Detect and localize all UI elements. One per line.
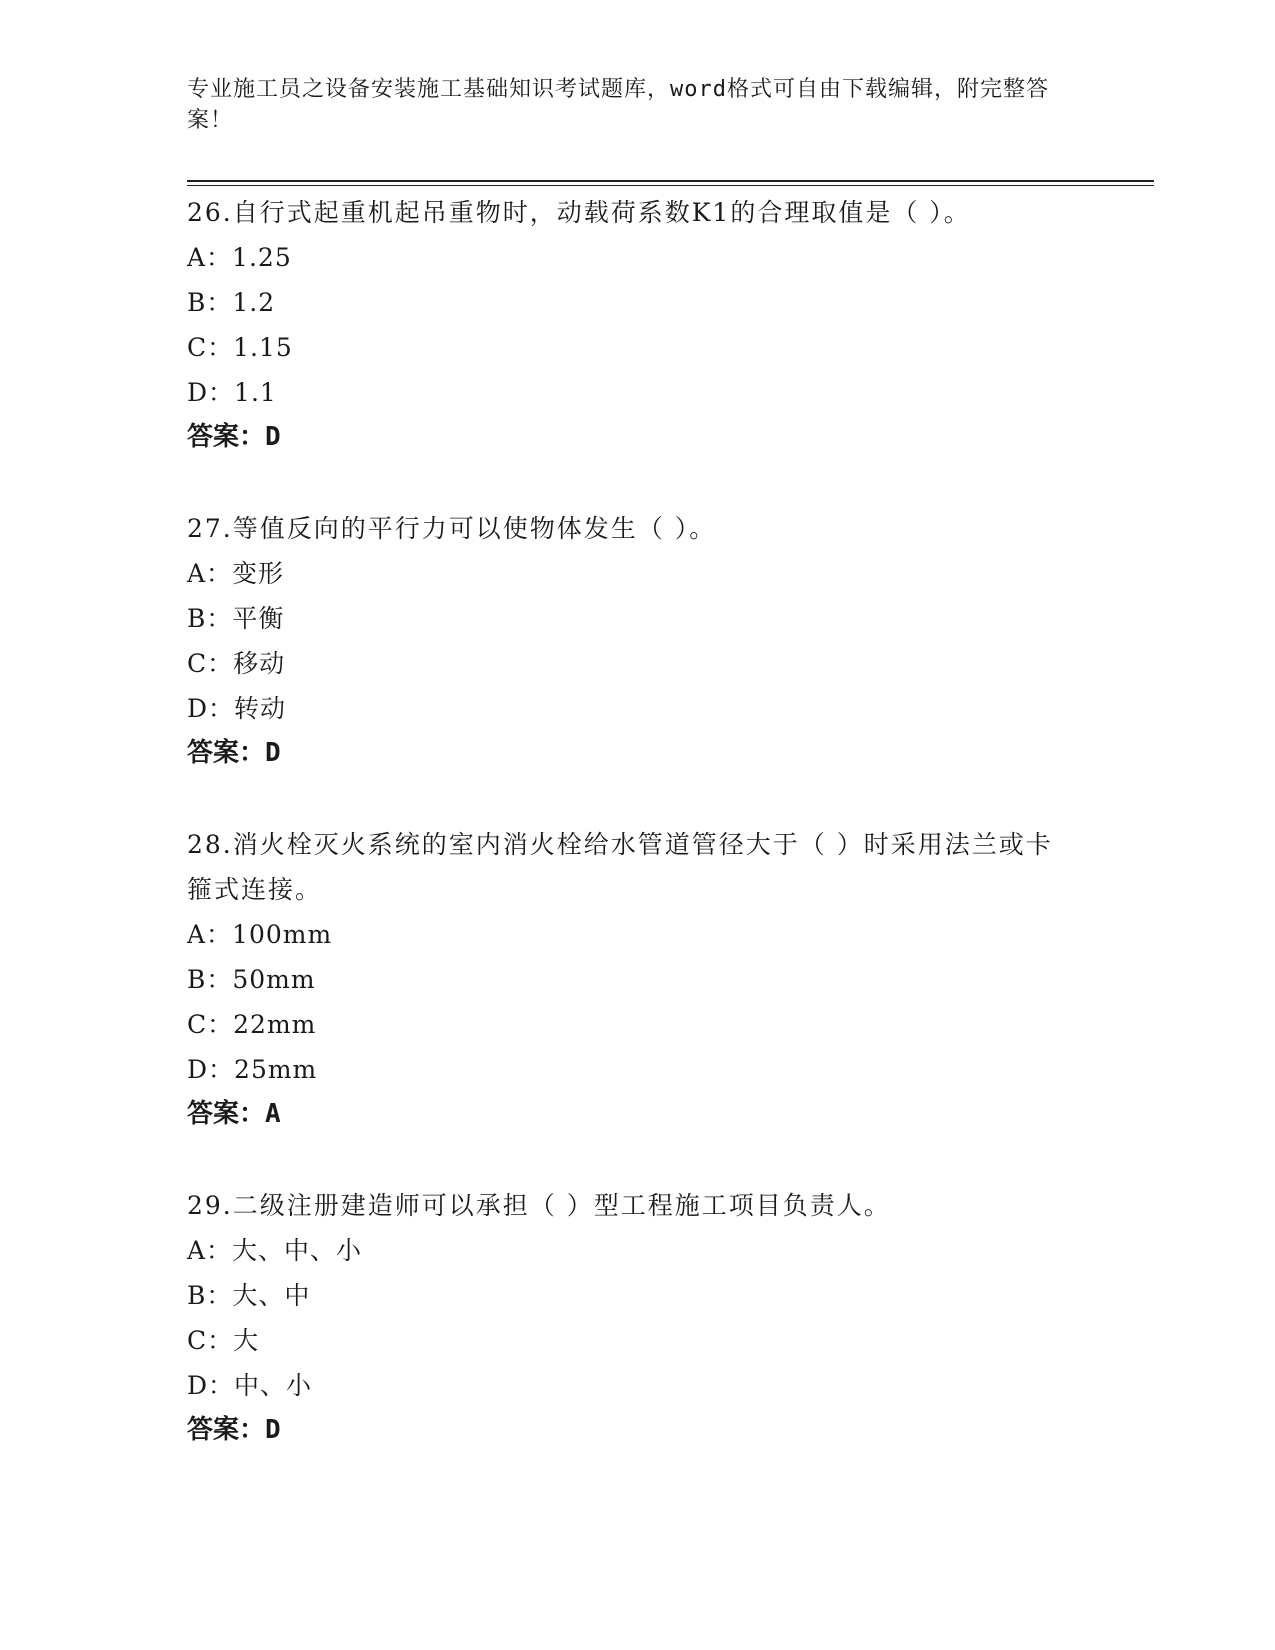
question-list xyxy=(187,190,1067,1499)
option-b: B：大、中 xyxy=(187,1281,311,1310)
question-text: 27.等值反向的平行力可以使物体发生（ ）。 xyxy=(187,514,717,543)
option-d: D：转动 xyxy=(187,694,287,723)
answer: 答案：D xyxy=(187,1415,281,1445)
option-c: C：大 xyxy=(187,1326,260,1355)
option-a: A：1.25 xyxy=(187,243,292,272)
question-text: 29.二级注册建造师可以承担（ ）型工程施工项目负责人。 xyxy=(187,1191,891,1220)
document-header: 专业施工员之设备安装施工基础知识考试题库，word格式可自由下载编辑，附完整答案！ xyxy=(187,77,1049,133)
answer: 答案：D xyxy=(187,422,281,452)
option-c: C：移动 xyxy=(187,649,286,678)
option-d: D：25mm xyxy=(187,1055,318,1084)
option-b: B：50mm xyxy=(187,965,316,994)
option-d: D：中、小 xyxy=(187,1371,313,1400)
question-28 xyxy=(187,822,1067,1137)
option-c: C：1.15 xyxy=(187,333,293,362)
question-text: 28.消火栓灭火系统的室内消火栓给水管道管径大于（ ）时采用法兰或卡箍式连接。 xyxy=(187,830,1053,904)
answer: 答案：D xyxy=(187,738,281,768)
answer: 答案：A xyxy=(187,1099,281,1129)
option-a: A：变形 xyxy=(187,559,285,588)
header-divider-thin xyxy=(187,185,1154,186)
question-27 xyxy=(187,506,1067,776)
question-29 xyxy=(187,1183,1067,1453)
question-26 xyxy=(187,190,1067,460)
question-text: 26.自行式起重机起吊重物时，动载荷系数K1的合理取值是（ ）。 xyxy=(187,198,971,227)
option-a: A：100mm xyxy=(187,920,333,949)
option-d: D：1.1 xyxy=(187,378,277,407)
option-c: C：22mm xyxy=(187,1010,317,1039)
option-b: B：平衡 xyxy=(187,604,285,633)
option-b: B：1.2 xyxy=(187,288,276,317)
option-a: A：大、中、小 xyxy=(187,1236,363,1265)
header-divider-thick xyxy=(187,180,1154,182)
